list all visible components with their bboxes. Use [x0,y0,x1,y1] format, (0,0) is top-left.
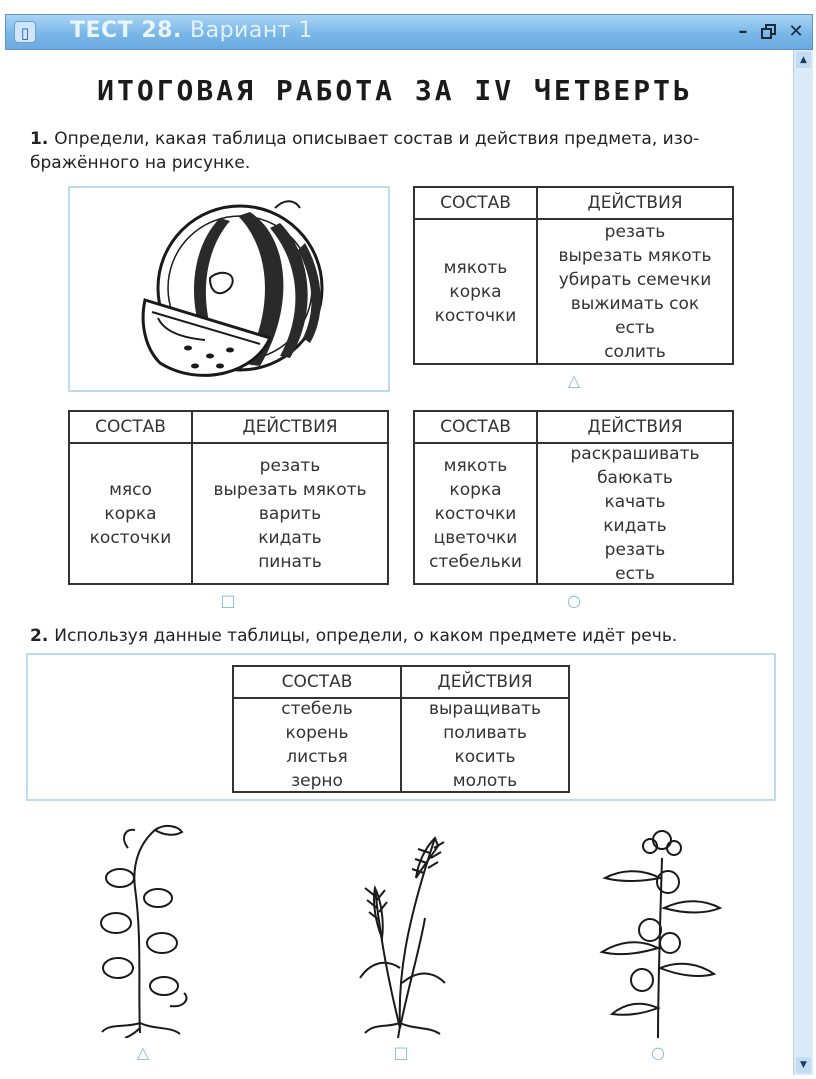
scroll-up-icon[interactable]: ▲ [796,52,811,68]
actions-cell [193,444,387,583]
watermelon-image [68,186,390,392]
composition-item: корень [285,723,349,743]
column-header-composition: СОСТАВ [281,672,353,692]
question-1-number: 1. [30,129,49,149]
action-item: солить [604,341,666,362]
action-item: выжимать сок [570,293,700,314]
composition-item: листья [286,747,348,767]
composition-item: цветочки [433,527,518,548]
close-icon[interactable]: ✕ [788,21,804,42]
action-item: варить [258,503,322,524]
composition-item: корка [104,503,157,524]
action-item: раскрашивать [570,443,700,464]
actions-cell [538,444,732,583]
action-item: убирать семечки [558,269,712,290]
answer-mark-square[interactable]: □ [220,591,236,610]
answer-table-triangle [413,186,734,365]
column-header-actions: ДЕЙСТВИЯ [437,672,533,692]
wheat-image [330,818,470,1038]
composition-item: зерно [291,771,343,791]
column-header-actions: ДЕЙСТВИЯ [587,417,683,437]
composition-cell [70,444,191,583]
restore-icon[interactable] [758,20,780,44]
question-2-number: 2. [30,626,49,646]
action-item: поливать [443,723,527,743]
scroll-down-icon[interactable]: ▼ [796,1057,811,1073]
table-header [415,412,732,444]
vertical-scrollbar[interactable] [793,50,813,1075]
composition-item: мясо [109,479,152,500]
composition-item: косточки [434,305,517,326]
page-title: ИТОГОВАЯ РАБОТА ЗА IV ЧЕТВЕРТЬ [97,74,693,107]
plant-mark-square[interactable]: □ [393,1043,409,1062]
actions-cell [538,220,732,363]
composition-item: корка [449,281,502,302]
question-2-text: Используя данные таблицы, определи, о каком предмете идёт речь. [54,626,678,646]
column-header-composition: СОСТАВ [440,193,511,213]
action-item: резать [259,455,321,476]
action-item: пинать [258,551,322,572]
column-header-composition: СОСТАВ [440,417,511,437]
composition-cell [415,444,536,583]
column-header-actions: ДЕЙСТВИЯ [587,193,683,213]
actions-cell [402,699,568,791]
composition-item: косточки [434,503,517,524]
title-bar [5,14,813,50]
action-item: баюкать [597,467,673,488]
column-header-actions: ДЕЙСТВИЯ [242,417,338,437]
action-item: кидать [603,515,667,536]
table-header [70,412,387,444]
question-2-table [232,665,570,793]
action-item: резать [604,539,666,560]
test-content [0,50,790,1079]
action-item: резать [604,221,666,242]
variant-label: Вариант 1 [190,18,314,43]
answer-mark-circle[interactable]: ○ [567,591,581,610]
composition-item: стебельки [429,551,522,572]
tomato-plant-image [580,818,730,1038]
composition-cell [234,699,400,791]
test-number: ТЕСТ 28. [70,18,182,43]
answer-mark-triangle[interactable]: △ [567,371,581,390]
answer-table-square [68,410,389,585]
action-item: кидать [258,527,322,548]
action-item: выращивать [428,699,542,719]
action-item: качать [604,491,666,512]
column-header-composition: СОСТАВ [95,417,166,437]
action-item: косить [454,747,516,767]
table-header [415,188,732,220]
question-1-text-line1: Определи, какая таблица описывает состав и действия предмета, изо- [54,129,700,149]
composition-item: мякоть [443,455,508,476]
action-item: есть [615,563,655,584]
window-title [70,18,313,43]
composition-item: мякоть [443,257,508,278]
question-2 [30,624,780,648]
answer-table-circle [413,410,734,585]
book-icon: ▯ [14,21,36,43]
plant-mark-circle[interactable]: ○ [651,1043,665,1062]
pea-plant-image [80,818,210,1038]
action-item: вырезать мякоть [558,245,712,266]
action-item: есть [615,317,655,338]
composition-item: стебель [281,699,353,719]
composition-item: косточки [89,527,172,548]
minimize-icon[interactable]: – [738,21,748,42]
action-item: молоть [452,771,518,791]
composition-cell [415,220,536,363]
plant-mark-triangle[interactable]: △ [136,1043,150,1062]
question-1 [30,127,780,175]
composition-item: корка [449,479,502,500]
question-1-text-line2: бражённого на рисунке. [30,153,251,173]
action-item: вырезать мякоть [213,479,367,500]
